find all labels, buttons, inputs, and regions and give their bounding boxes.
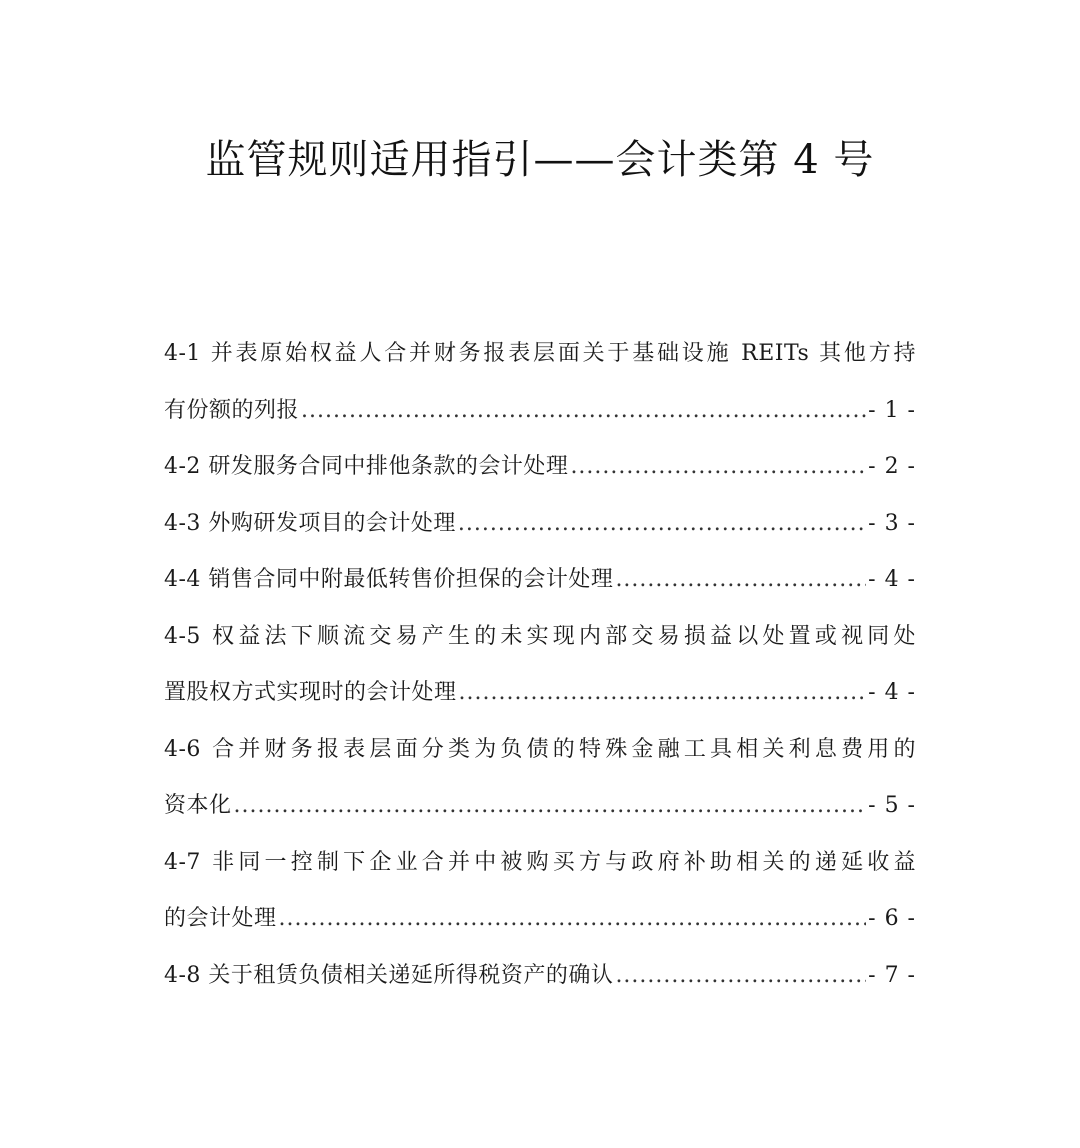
dot-leader (570, 439, 866, 496)
toc-entry-line (164, 948, 916, 1005)
dot-leader (615, 948, 866, 1005)
toc-page-number: - 6 - (868, 906, 916, 931)
toc-page-number: - 7 - (868, 962, 916, 988)
toc-entry-text: 4-6 合并财务报表层面分类为负债的特殊金融工具相关利息费用的 (164, 736, 916, 762)
toc-entry-label: 有份额的列报 (164, 397, 300, 423)
dot-leader (279, 891, 867, 948)
toc-entry-label: 4-4 销售合同中附最低转售价担保的会计处理 (164, 567, 614, 592)
toc-entry-line (164, 778, 916, 835)
toc-entry-4-4[interactable] (164, 552, 916, 609)
toc-page-number: - 5 - (868, 793, 916, 818)
toc-entry-4-5[interactable] (164, 609, 916, 722)
toc-entry-label: 置股权方式实现时的会计处理 (164, 680, 457, 705)
toc-page-number: - 3 - (868, 510, 916, 536)
toc-entry-label: 4-3 外购研发项目的会计处理 (164, 510, 456, 536)
page-title: 监管规则适用指引——会计类第 4 号 (205, 137, 875, 183)
toc-entry-line (164, 439, 916, 496)
toc-entry-line (164, 496, 916, 553)
toc-entry-text: 4-5 权益法下顺流交易产生的未实现内部交易损益以处置或视同处 (164, 623, 916, 649)
table-of-contents (164, 326, 916, 1004)
dot-leader (458, 496, 866, 553)
toc-entry-text: 4-1 并表原始权益人合并财务报表层面关于基础设施 REITs 其他方持 (164, 341, 916, 366)
toc-entry-text: 4-7 非同一控制下企业合并中被购买方与政府补助相关的递延收益 (164, 849, 916, 875)
toc-entry-line (164, 665, 916, 722)
dot-leader (459, 665, 867, 722)
toc-entry-label: 资本化 (164, 793, 232, 818)
dot-leader (301, 383, 866, 440)
toc-entry-4-7[interactable] (164, 835, 916, 948)
toc-entry-line (164, 383, 916, 440)
toc-page-number: - 2 - (868, 454, 916, 479)
toc-entry-label: 的会计处理 (164, 906, 277, 931)
toc-page-number: - 1 - (868, 397, 916, 423)
toc-entry-line (164, 552, 916, 609)
toc-page-number: - 4 - (868, 680, 916, 705)
toc-entry-label: 4-8 关于租赁负债相关递延所得税资产的确认 (164, 962, 614, 988)
toc-entry-4-8[interactable] (164, 948, 916, 1005)
toc-entry-line (164, 891, 916, 948)
toc-page-number: - 4 - (868, 567, 916, 592)
toc-entry-4-3[interactable] (164, 496, 916, 553)
toc-entry-4-1[interactable] (164, 326, 916, 439)
toc-entry-label: 4-2 研发服务合同中排他条款的会计处理 (164, 454, 569, 479)
toc-entry-4-2[interactable] (164, 439, 916, 496)
toc-entry-4-6[interactable] (164, 722, 916, 835)
dot-leader (234, 778, 867, 835)
dot-leader (615, 552, 866, 609)
